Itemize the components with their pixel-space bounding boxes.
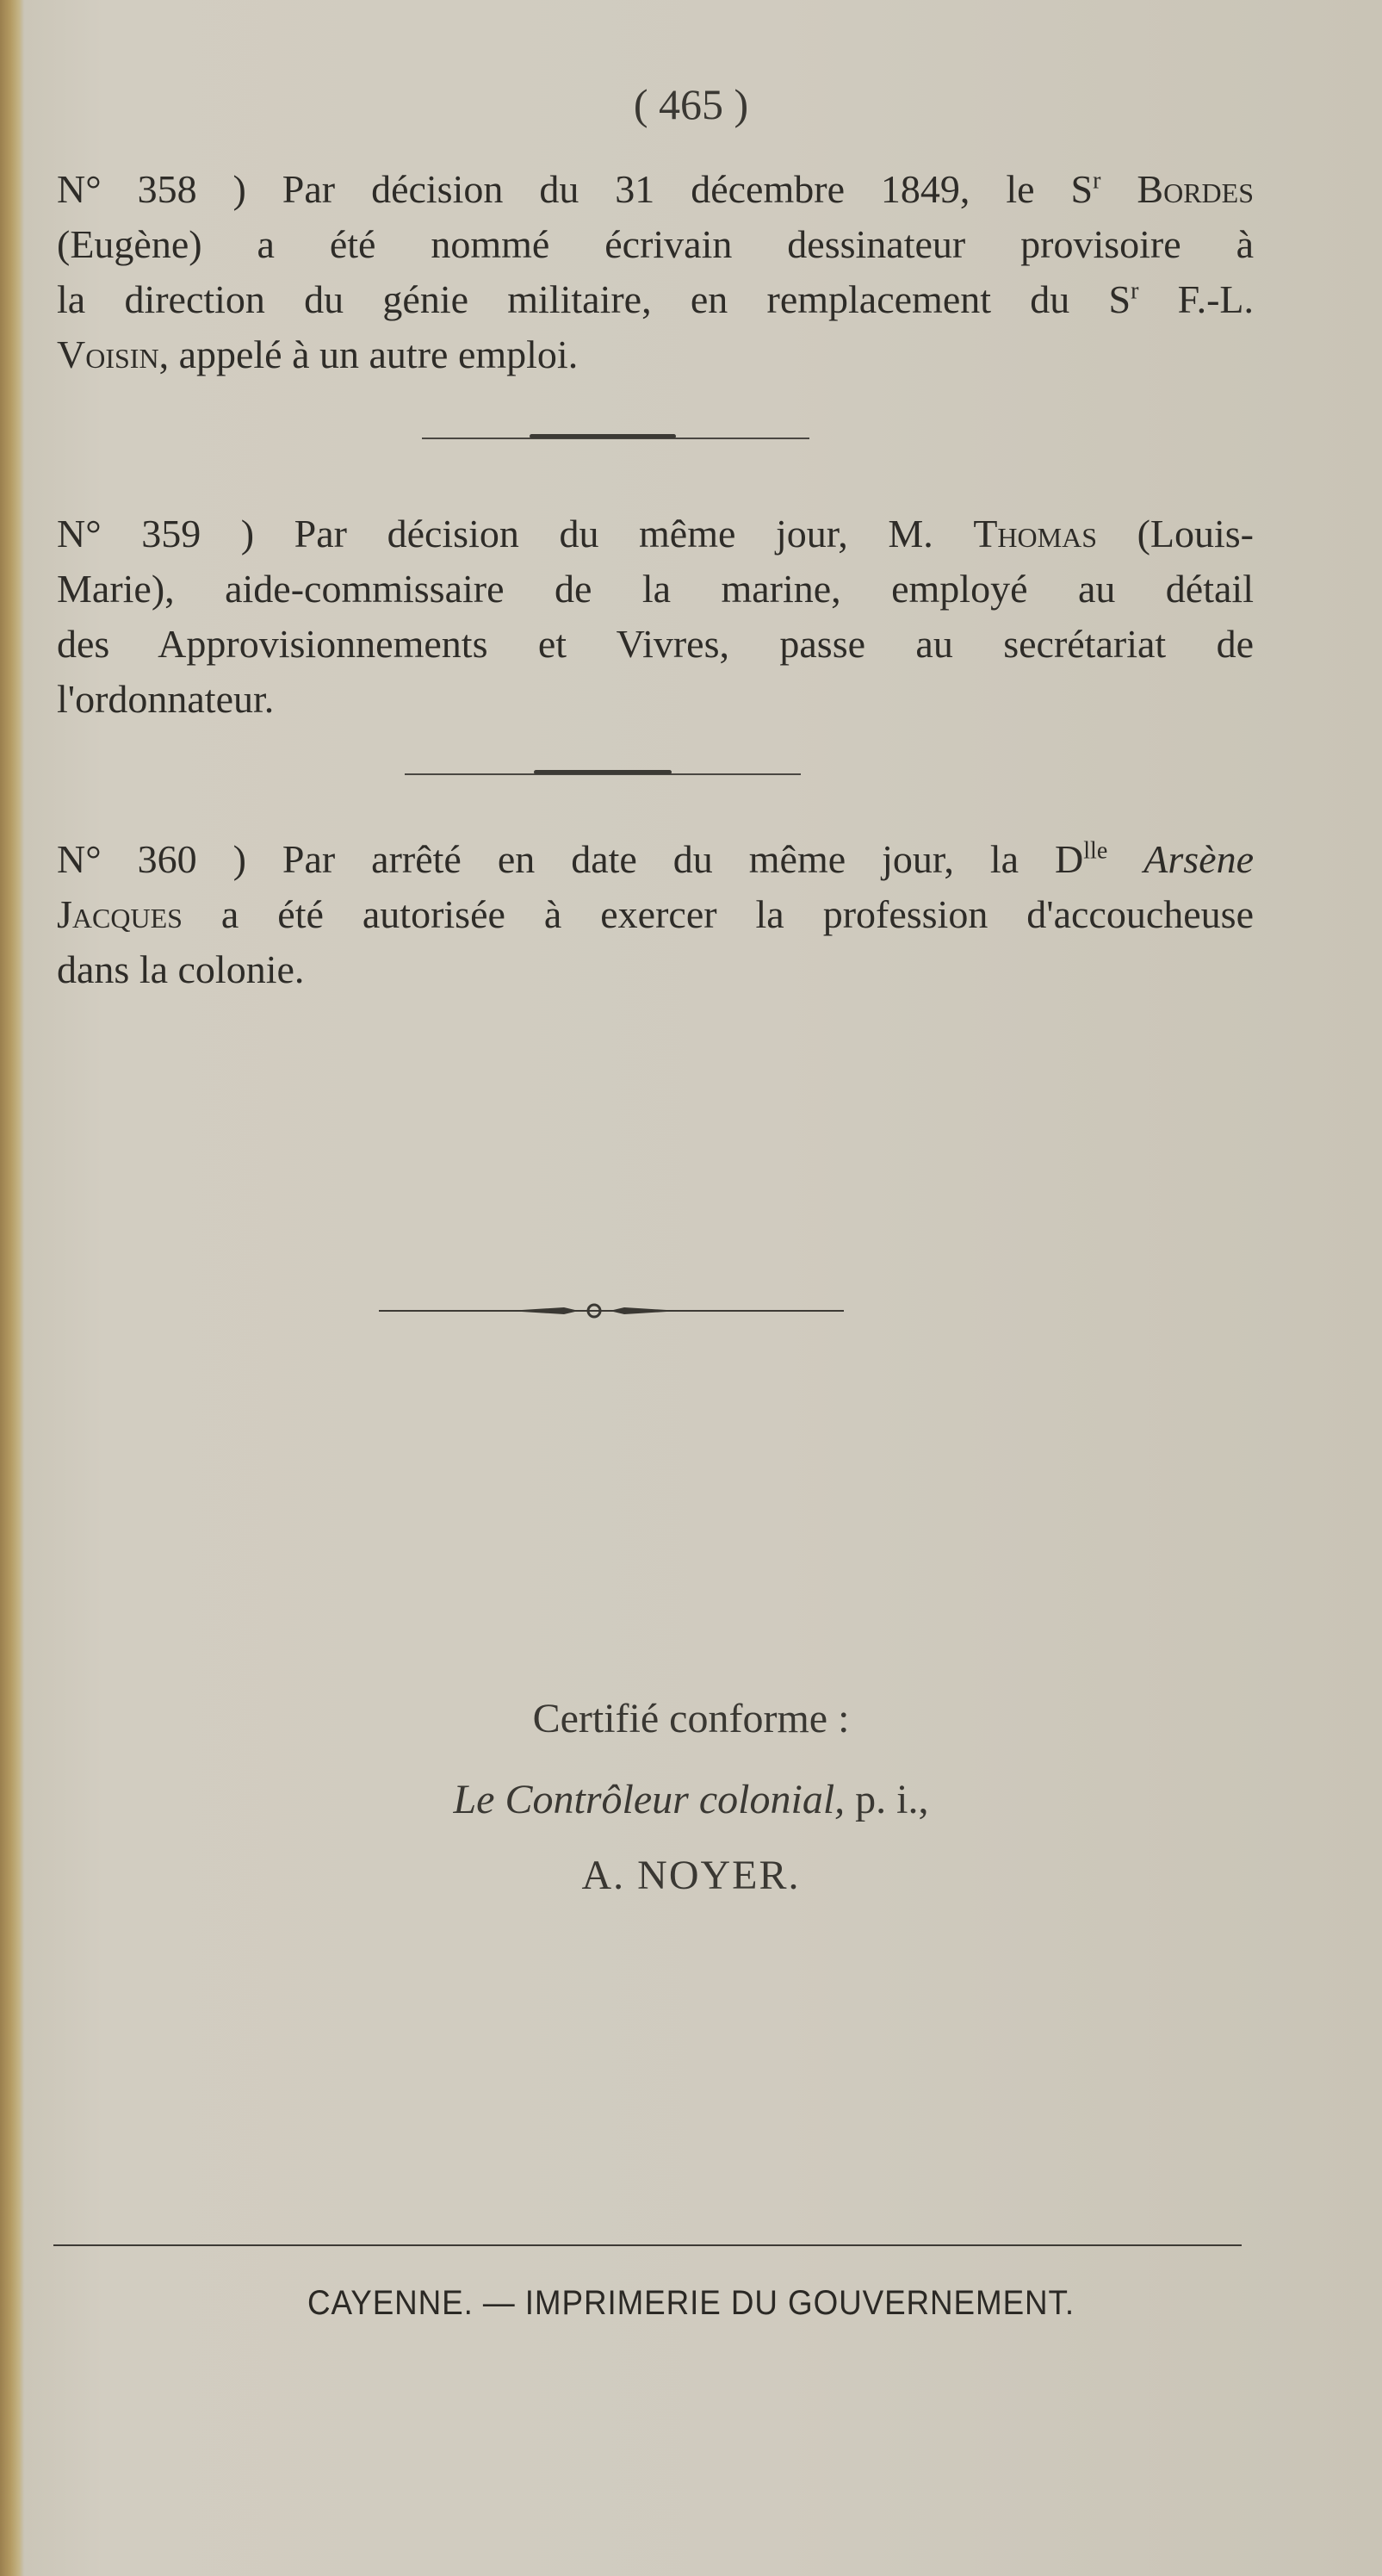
separator-rule-1-swell [530,434,676,438]
entry-360-number: N° 360 ) [57,837,246,881]
entry-358-line-4-b: , appelé à un autre emploi. [158,332,579,376]
entry-359-line-1 [57,506,1254,562]
certificate-heading: Certifié conforme : [532,1696,850,1741]
entry-358 [57,162,1254,382]
certificate-role [0,1776,1382,1823]
entry-358-line-3-a: la direction du génie militaire, en remplacement du S [57,277,1131,321]
entry-360-line-2-b: a été autorisée à exercer la profession d'accoucheuse [182,892,1254,936]
entry-360-name-arsene: Arsène [1143,837,1255,881]
certificate-signatory: A. NOYER. [581,1853,801,1898]
entry-358-text-a: Par décision du 31 décembre 1849, le S [282,167,1094,211]
entry-359-number: N° 359 ) [57,512,255,556]
printer-imprint: CAYENNE. — IMPRIMERIE DU GOUVERNEMENT. [307,2284,1075,2322]
separator-rule-2-swell [534,770,672,774]
ornament-right-flourish [610,1307,680,1314]
entry-359-line-2: Marie), aide-commissaire de la marine, employé au détail [57,567,1254,611]
entry-360-line-1 [57,832,1254,887]
entry-359-text-a: Par décision du même jour, M. [294,512,933,556]
entry-360-text-a: Par arrêté en date du même jour, la D [282,837,1084,881]
ornamental-divider [379,1300,844,1321]
ornament-left-flourish [508,1307,579,1314]
book-spine-edge [0,0,24,2576]
entry-359-name-thomas: Thomas [973,512,1097,556]
entry-359-line-4: l'ordonnateur. [57,677,275,721]
entry-358-line-4 [57,327,1254,382]
footer-rule [53,2244,1242,2246]
entry-358-number: N° 358 ) [57,167,246,211]
entry-358-line-1 [57,162,1254,217]
entry-360-name-jacques: Jacques [57,892,183,936]
entry-358-sup-b: r [1131,277,1139,305]
entry-360-line-2 [57,887,1254,942]
entry-358-sup-a: r [1093,167,1101,195]
entry-360-line-3: dans la colonie. [57,947,305,991]
entry-360 [57,832,1254,997]
entry-358-line-3 [57,272,1254,327]
entry-359-line-3: des Approvisionnements et Vivres, passe au secrétariat de [57,622,1254,666]
certificate-role-suffix: p. i., [845,1777,929,1822]
entry-360-sup-a: lle [1083,837,1108,865]
page-number: ( 465 ) [633,80,749,128]
entry-358-name-bordes: Bordes [1137,167,1254,211]
certificate-role-title: Le Contrôleur colonial, [453,1777,846,1822]
entry-359 [57,506,1254,727]
entry-359-text-b: (Louis- [1137,512,1254,556]
entry-358-name-voisin: Voisin [57,332,159,376]
entry-358-line-2: (Eugène) a été nommé écrivain dessinateur provisoire à [57,222,1254,266]
entry-358-line-3-b: F.-L. [1138,277,1254,321]
